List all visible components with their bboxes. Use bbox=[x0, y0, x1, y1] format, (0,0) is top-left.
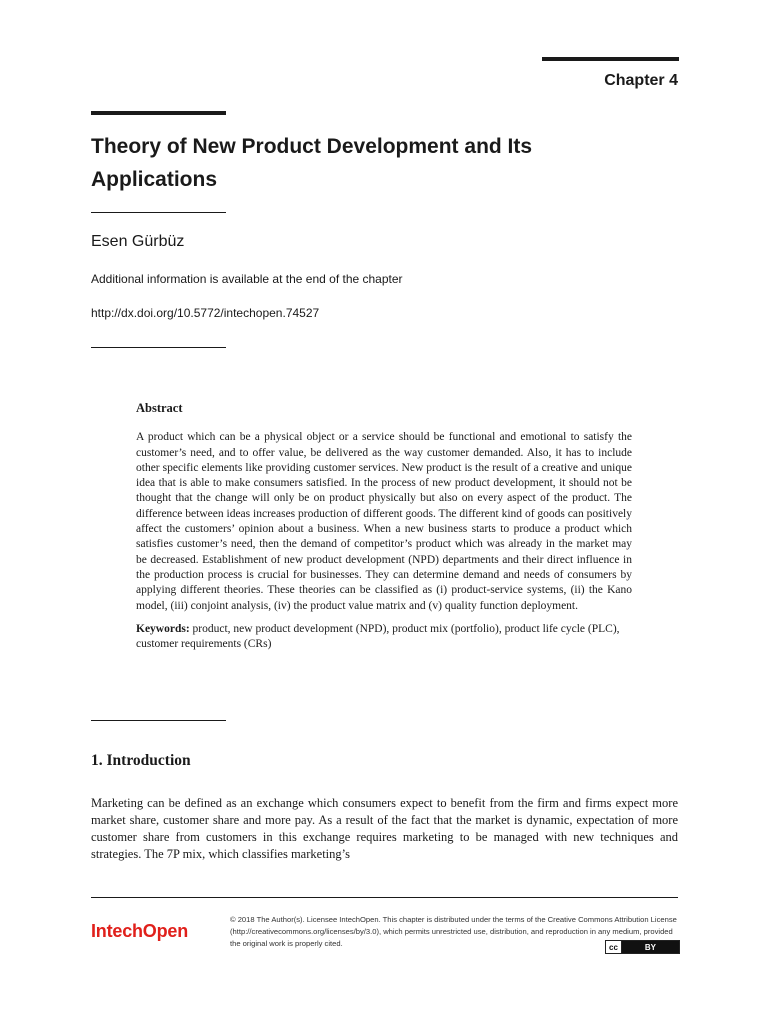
abstract-text: A product which can be a physical object or a service should be functional and emotional to satisfy the customer’s need, and to offer value, be delivered as the way customer demanded. Also, it has to include other specific elements like providing customer services. New product is the result of a creative and unique idea that is able to make consumers satisfied. In the process of new product development, it should not be thought that the change will only be on product physically but also on every aspect of the product. The difference between ideas increases production of different goods. The different kind of goods can positively affect the customers’ opinion about a business. When a new business starts to produce a product which satisfies customer’s need, then the demand of competitor’s product which was already in the market may be decreased. Establishment of new product development (NPD) departments and their direct influence in the production process is crucial for businesses. They can determine demand and needs of consumers by applying different theories. These theories can be classified as (i) product-service systems, (ii) the Kano model, (iii) conjoint analysis, (iv) the product value matrix and (v) quality function deployment. bbox=[136, 431, 632, 612]
chapter-label: Chapter 4 bbox=[604, 72, 678, 89]
keywords-text: product, new product development (NPD), product mix (portfolio), product life cycle (PLC), customer requirements (CRs) bbox=[136, 622, 620, 651]
chapter-rule bbox=[542, 57, 679, 61]
intechopen-logo[interactable]: IntechOpen bbox=[91, 921, 189, 941]
cc-icon: cc bbox=[606, 941, 622, 953]
by-icon: BY bbox=[622, 941, 679, 953]
divider bbox=[91, 212, 226, 213]
footer-rule bbox=[91, 897, 678, 898]
abstract bbox=[136, 401, 632, 652]
page-title: Theory of New Product Development and Its Applications bbox=[91, 135, 533, 191]
doi-link[interactable]: http://dx.doi.org/10.5772/intechopen.74527 bbox=[91, 306, 320, 320]
divider bbox=[91, 347, 226, 348]
keywords bbox=[136, 622, 632, 653]
cc-by-badge[interactable] bbox=[605, 940, 680, 954]
keywords-label: Keywords: bbox=[136, 622, 190, 635]
additional-info: Additional information is available at the end of the chapter bbox=[91, 272, 403, 286]
section-text: Marketing can be defined as an exchange which consumers expect to benefit from the firm and firms expect more market share, customer share and more pay. As a result of the fact that the market is dynamic, expectation of more customer share from customers in this exchange requires marketing to be managed with new techniques and strategies. The 7P mix, which classifies marketing’s bbox=[91, 796, 678, 861]
license-text: © 2018 The Author(s). Licensee IntechOpen. This chapter is distributed under the terms of the Creative Commons Attribution License (http://creativecommons.org/licenses/by/3.0), which permits unrestricted use, distribution, and reproduction in any medium, provided the original work is properly cited. bbox=[230, 915, 677, 948]
abstract-heading: Abstract bbox=[136, 401, 183, 415]
divider bbox=[91, 720, 226, 721]
section-heading: 1. Introduction bbox=[91, 752, 191, 769]
title-rule bbox=[91, 111, 226, 115]
author-name: Esen Gürbüz bbox=[91, 233, 185, 250]
